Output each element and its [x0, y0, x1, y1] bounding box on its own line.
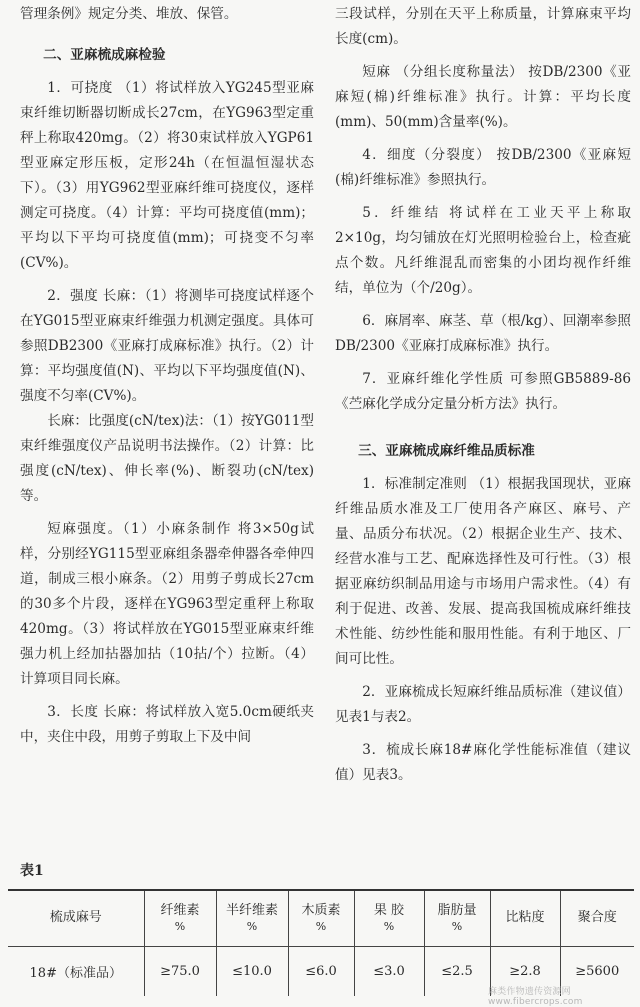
column-header: 纤维素 %	[144, 890, 216, 946]
unit-label: %	[174, 920, 186, 934]
paragraph: 三段试样，分别在天平上称质量，计算麻束平均长度(cm)。	[335, 6, 631, 47]
paragraph: 6．麻屑率、麻茎、草（根/kg）、回潮率参照DB/2300《亚麻打成麻标准》执行。	[335, 313, 631, 354]
site-watermark: 麻类作物遗传资源网 www.fibercrops.com	[488, 987, 583, 1007]
table-cell: ≤3.0	[354, 946, 424, 996]
unit-label: %	[315, 920, 327, 934]
paragraph: 2．强度 长麻：（1）将测毕可挠度试样逐个在YG015型亚麻束纤维强力机测定强度。具体可参照DB2300《亚麻打成麻标准》执行。（2）计算：平均强度值(N)、平均以下平均强度值(N)、强度不匀率(CV%)。	[20, 288, 314, 404]
table-cell: 18#（标准品）	[29, 965, 122, 981]
table-cell: ≥5600	[560, 946, 634, 996]
paragraph: 短麻强度。（1）小麻条制作 将3×50g试样，分别经YG115型亚麻组条器牵伸器各牵伸四道，制成三根小麻条。（2）用剪子剪成长27cm的30多个片段，逐样在YG963型定重秤上称取420mg。（3）将试样放在YG015型亚麻束纤维强力机上经加拈器加拈（10拈/个）拉断。（4）计算项目同长麻。	[20, 521, 314, 687]
paragraph: 3．长度 长麻：将试样放入宽5.0cm硬纸夹中，夹住中段，用剪子剪取上下及中间	[20, 704, 314, 745]
paragraph: 2．亚麻梳成长短麻纤维品质标准（建议值）见表1与表2。	[335, 684, 631, 725]
column-header: 比粘度	[490, 890, 560, 946]
table-title: 表1	[20, 863, 44, 879]
paragraph: 长麻：比强度(cN/tex)法：（1）按YG011型束纤维强度仪产品说明书法操作。（2）计算：比强度(cN/tex)、伸长率(%)、断裂功(cN/tex)等。	[20, 413, 314, 504]
quality-table	[8, 889, 634, 996]
paragraph: 4．细度（分裂度） 按DB/2300《亚麻短(棉)纤维标准》参照执行。	[335, 147, 631, 188]
paragraph: 管理条例》规定分类、堆放、保管。	[20, 6, 238, 22]
left-column	[20, 2, 314, 750]
table-cell: ≤6.0	[288, 946, 354, 996]
paragraph: 1．可挠度 （1）将试样放入YG245型亚麻束纤维切断器切断成长27cm，在YG963型定重秤上称取420mg。（2）将30束试样放入YGP61型亚麻定形压板，定形24h（在恒温恒湿状态下）。（3）用YG962型亚麻纤维可挠度仪，逐样测定可挠度。（4）计算：平均可挠度值(mm)；平均以下平均可挠度值(mm)；可挠变不匀率(CV%)。	[20, 80, 314, 271]
paragraph: 短麻 （分组长度称量法） 按DB/2300《亚麻短(棉)纤维标准》执行。计算：平均长度(mm)、50(mm)含量率(%)。	[335, 64, 631, 130]
unit-label: %	[451, 920, 463, 934]
section-heading: 三、亚麻梳成麻纤维品质标准	[358, 443, 535, 459]
table-cell: ≤2.5	[424, 946, 490, 996]
paragraph: 5．纤维结 将试样在工业天平上称取2×10g，均匀铺放在灯光照明检验台上，检查疵点个数。凡纤维混乱而密集的小团均视作纤维结，单位为（个/20g）。	[335, 205, 631, 296]
paragraph: 3．梳成长麻18#麻化学性能标准值（建议值）见表3。	[335, 742, 631, 783]
table-cell: ≤10.0	[216, 946, 288, 996]
column-header: 聚合度	[560, 890, 634, 946]
column-header: 果 胶 %	[354, 890, 424, 946]
unit-label: %	[383, 920, 395, 934]
table-header-row	[8, 890, 634, 946]
paragraph: 7．亚麻纤维化学性质 可参照GB5889-86《苎麻化学成分定量分析方法》执行。	[335, 371, 631, 412]
column-header: 半纤维素 %	[216, 890, 288, 946]
column-header: 梳成麻号	[49, 910, 102, 926]
column-header: 脂肪量 %	[424, 890, 490, 946]
section-heading: 二、亚麻梳成麻检验	[43, 47, 166, 63]
table-1	[8, 889, 634, 996]
table-cell: ≥75.0	[144, 946, 216, 996]
table-cell: ≥2.8	[490, 946, 560, 996]
paragraph: 1．标准制定准则 （1）根据我国现状，亚麻纤维品质水准及工厂使用各产麻区、麻号、产量、品质分布状况。（2）根据企业生产、技术、经营水准与工艺、配麻选择性及可行性。（3）根据亚麻纺织制品用途与市场用户需求性。（4）有利于促进、改善、发展、提高我国梳成麻纤维技术性能、纺纱性能和服用性能。有利于地区、厂间可比性。	[335, 476, 631, 667]
column-header: 木质素 %	[288, 890, 354, 946]
unit-label: %	[246, 920, 258, 934]
right-column	[335, 2, 631, 788]
